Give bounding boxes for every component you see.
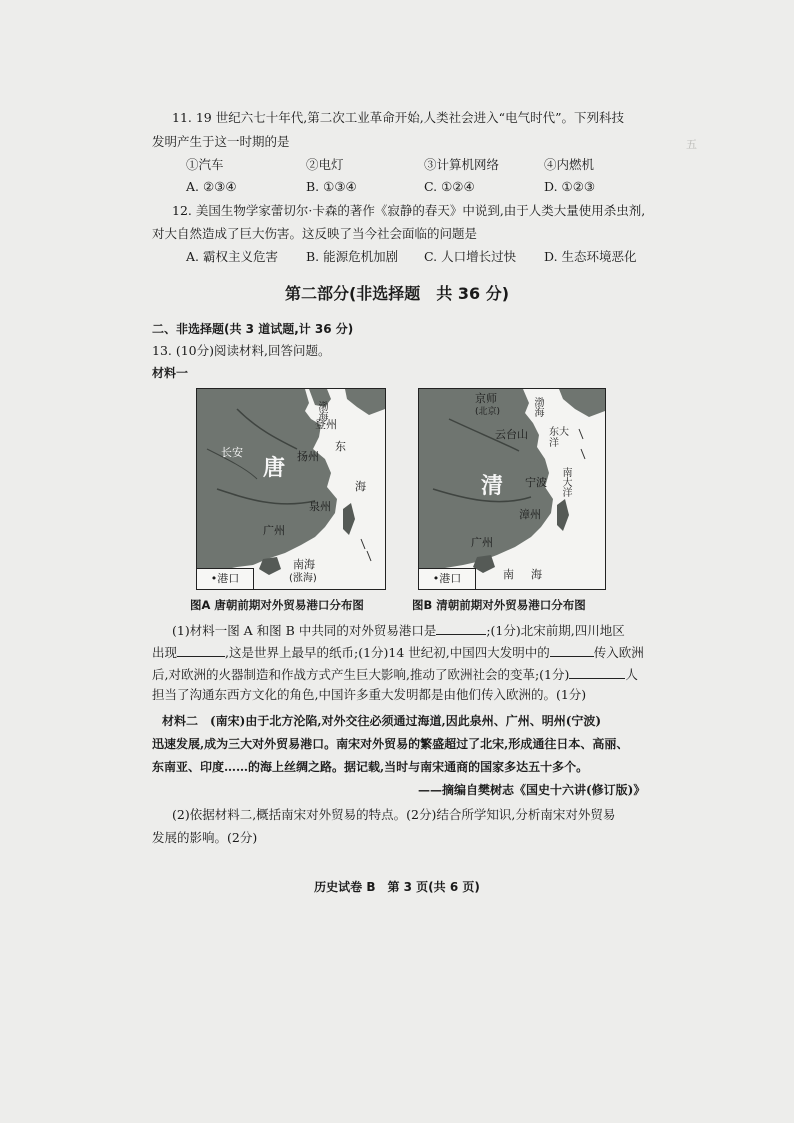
bleed-through: 五 [686,138,697,151]
map-b-label-ningbo: 宁波 [525,476,547,489]
material2-line1: 材料二 (南宋)由于北方沦陷,对外交往必须通过海道,因此泉州、广州、明州(宁波) [162,714,602,728]
answer-blank-invention[interactable] [550,642,594,657]
q12-option-d: D. 生态环境恶化 [544,249,637,264]
map-b-label-nandayang: 南大洋 [560,467,571,497]
q13-2-line2: 发展的影响。(2分) [152,830,258,845]
map-a-label-dengzhou: 登州 [315,418,337,431]
map-a-label-dong: 东 [335,440,346,453]
part2-heading: 第二部分(非选择题 共 36 分) [284,284,510,303]
q13-1-line2 [152,642,644,662]
page-footer: 历史试卷 B 第 3 页(共 6 页) [314,880,480,894]
map-b-label-bohai: 渤海 [532,397,543,417]
section-title: 二、非选择题(共 3 道试题,计 36 分) [152,322,354,336]
q11-stem-line2: 发明产生于这一时期的是 [152,134,290,149]
map-b-label-beijing: (北京) [475,407,501,417]
answer-blank-people[interactable] [569,664,625,679]
q12-option-a: A. 霸权主义危害 [186,249,278,264]
map-a-label-quanzhou: 泉州 [309,500,331,513]
map-b-label-guangzhou: 广州 [471,536,493,549]
map-a-label-yangzhou: 扬州 [297,450,319,463]
map-b-dynasty-name: 清 [481,474,504,499]
q11-option-d: D. ①②③ [544,179,596,194]
q13-1-text-g: 人 [625,667,638,682]
q13-1-text-a: (1)材料一图 A 和图 B 中共同的对外贸易港口是 [172,623,437,638]
map-a-label-hai: 海 [355,480,366,493]
q13-1-line3 [152,664,638,684]
q11-item-1: ①汽车 [186,157,224,172]
q11-option-b: B. ①③④ [306,179,357,194]
q11-item-3: ③计算机网络 [424,157,500,172]
q12-stem-line2: 对大自然造成了巨大伤害。这反映了当今社会面临的问题是 [152,226,478,241]
map-a-label-changan: 长安 [221,446,243,459]
q11-item-2: ②电灯 [306,157,344,172]
q13-2-line1: (2)依据材料二,概括南宋对外贸易的特点。(2分)结合所学知识,分析南宋对外贸易 [172,807,616,822]
q13-1-text-c: 出现 [152,645,178,660]
map-b-label-jingshi: 京师 [475,392,497,405]
q13-1-text-d: ,这是世界上最早的纸币;(1分)14 世纪初,中国四大发明中的 [225,645,550,660]
q11-option-a: A. ②③④ [186,179,237,194]
map-a-caption: 图A 唐朝前期对外贸易港口分布图 [190,598,364,612]
map-a-label-guangzhou: 广州 [263,524,285,537]
map-a-label-nanhai: 南海 [293,558,315,571]
q13-1-text-b: ;(1分)北宋前期,四川地区 [486,623,625,638]
map-a-label-bohai: 渤海 [316,401,327,421]
map-b-legend: •港口 [419,568,476,589]
map-b [418,388,606,590]
map-b-land [419,389,605,589]
material2-line2: 迅速发展,成为三大对外贸易港口。南宋对外贸易的繁盛超过了北宋,形成通往日本、高丽、 [152,737,629,751]
map-b-label-zhangzhou: 漳州 [519,508,541,521]
material2-source: ——摘编自樊树志《国史十六讲(修订版)》 [418,783,646,797]
q13-1-line4: 担当了沟通东西方文化的角色,中国许多重大发明都是由他们传入欧洲的。(1分) [152,687,587,702]
q13-1-text-f: 后,对欧洲的火器制造和作战方式产生巨大影响,推动了欧洲社会的变革;(1分) [152,667,570,682]
q12-option-b: B. 能源危机加剧 [306,249,399,264]
material2-line3: 东南亚、印度……的海上丝绸之路。据记载,当时与南宋通商的国家多达五十多个。 [152,760,589,774]
q12-option-c: C. 人口增长过快 [424,249,517,264]
map-a-label-zhanghai: (涨海) [289,573,317,584]
map-b-label-yuntaishan: 云台山 [495,428,528,441]
material1-label: 材料一 [152,366,189,380]
q13-intro: 13. (10分)阅读材料,回答问题。 [152,343,331,358]
answer-blank-paper-money[interactable] [177,642,225,657]
q13-1-text-e: 传入欧洲 [593,645,644,660]
q11-option-c: C. ①②④ [424,179,475,194]
q13-1-line1 [172,620,625,640]
map-b-label-hai: 海 [531,568,542,581]
map-b-label-dongdayang: 东大洋 [549,427,569,449]
q11-stem-line1: 11. 19 世纪六七十年代,第二次工业革命开始,人类社会进入“电气时代”。下列科技 [172,110,624,125]
map-b-caption: 图B 清朝前期对外贸易港口分布图 [412,598,586,612]
map-b-label-nan: 南 [503,568,514,581]
map-a-legend: •港口 [197,568,254,589]
map-a [196,388,386,590]
q11-item-4: ④内燃机 [544,157,595,172]
answer-blank-port[interactable] [436,620,486,635]
map-a-dynasty-name: 唐 [263,456,286,481]
q12-stem-line1: 12. 美国生物学家蕾切尔·卡森的著作《寂静的春天》中说到,由于人类大量使用杀虫剂, [172,203,646,218]
